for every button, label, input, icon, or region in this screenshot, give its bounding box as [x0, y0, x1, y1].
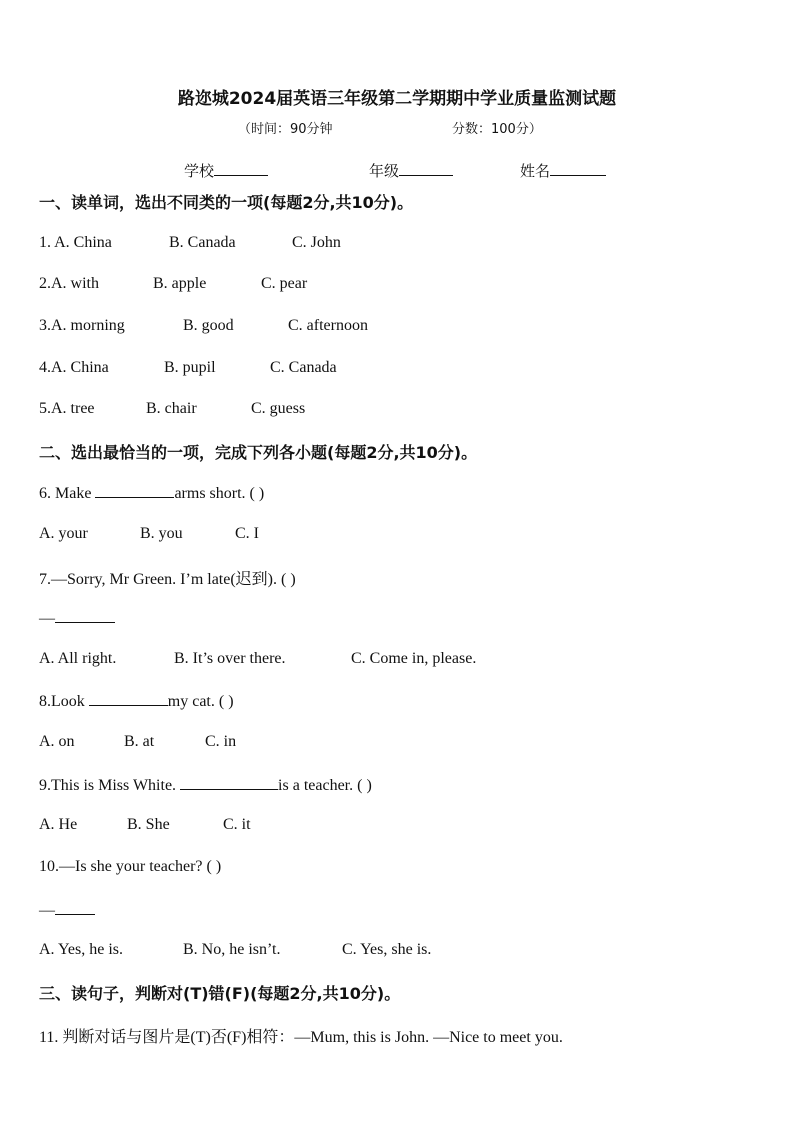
exam-title: 路迩城2024届英语三年级第二学期期中学业质量监测试题	[177, 89, 617, 109]
grade-field	[369, 160, 453, 181]
q1-option-b: B. Canada	[169, 234, 236, 251]
q10-option-c: C. Yes, she is.	[342, 941, 432, 958]
q5-option-c: C. guess	[251, 400, 306, 417]
q7-option-b: B. It’s over there.	[174, 650, 286, 667]
q7-reply	[39, 608, 115, 628]
q6-options	[39, 525, 259, 543]
section-2-heading: 二、选出最恰当的一项，完成下列各小题(每题2分,共10分)。	[39, 443, 478, 462]
question-4	[39, 359, 337, 377]
q3-option-c: C. afternoon	[288, 317, 368, 334]
q2-option-b: B. apple	[153, 275, 207, 292]
q5-option-a: 5.A. tree	[39, 400, 95, 417]
q3-option-a: 3.A. morning	[39, 317, 125, 334]
q7-option-a: A. All right.	[39, 650, 117, 667]
q8-stem-end: my cat. ( )	[167, 693, 234, 710]
q10-blank[interactable]	[55, 900, 95, 915]
q8-option-a: A. on	[39, 733, 75, 750]
q10-dash: —	[39, 902, 55, 919]
q6-blank[interactable]	[95, 483, 174, 498]
section-3-heading: 三、读句子，判断对(T)错(F)(每题2分,共10分)。	[39, 984, 401, 1003]
q6-stem-start: 6. Make	[39, 485, 96, 502]
school-field	[184, 160, 268, 181]
q9-option-b: B. She	[127, 816, 170, 833]
school-blank[interactable]	[214, 174, 268, 176]
question-3	[39, 317, 368, 335]
question-6	[39, 483, 264, 503]
grade-blank[interactable]	[399, 174, 453, 176]
section-1-heading: 一、读单词，选出不同类的一项(每题2分,共10分)。	[39, 193, 414, 212]
q8-option-b: B. at	[124, 733, 155, 750]
q7-options	[39, 650, 476, 668]
q2-option-c: C. pear	[261, 275, 308, 292]
q9-stem-start: 9.This is Miss White.	[39, 777, 181, 794]
name-blank[interactable]	[550, 174, 606, 176]
q10-reply	[39, 900, 95, 920]
question-8	[39, 691, 234, 711]
q10-option-b: B. No, he isn’t.	[183, 941, 281, 958]
name-label: 姓名	[520, 162, 551, 180]
question-10: 10.—Is she your teacher? ( )	[39, 858, 222, 875]
exam-score: 分数：100分）	[452, 122, 542, 137]
q7-dash: —	[39, 610, 55, 627]
q6-option-b: B. you	[140, 525, 183, 542]
q10-option-a: A. Yes, he is.	[39, 941, 124, 958]
question-1	[39, 234, 341, 252]
q8-option-c: C. in	[205, 733, 237, 750]
q9-blank[interactable]	[180, 775, 278, 790]
q10-options	[39, 941, 431, 959]
q1-option-a: 1. A. China	[39, 234, 112, 251]
q6-stem-end: arms short. ( )	[174, 485, 265, 502]
q8-blank[interactable]	[89, 691, 168, 706]
q8-options	[39, 733, 236, 751]
q4-option-a: 4.A. China	[39, 359, 109, 376]
exam-time: （时间：90分钟	[238, 122, 333, 137]
q9-options	[39, 816, 251, 834]
q9-stem-end: is a teacher. ( )	[278, 777, 372, 794]
q9-option-a: A. He	[39, 816, 78, 833]
q1-option-c: C. John	[292, 234, 341, 251]
school-label: 学校	[184, 162, 215, 180]
grade-label: 年级	[369, 162, 400, 180]
q8-stem-start: 8.Look	[39, 693, 89, 710]
q4-option-b: B. pupil	[164, 359, 216, 376]
q4-option-c: C. Canada	[270, 359, 337, 376]
q6-option-a: A. your	[39, 525, 88, 542]
q2-option-a: 2.A. with	[39, 275, 99, 292]
question-7: 7.—Sorry, Mr Green. I’m late(迟到). ( )	[39, 571, 296, 588]
name-field	[520, 160, 606, 181]
question-9	[39, 775, 372, 795]
q5-option-b: B. chair	[146, 400, 197, 417]
q3-option-b: B. good	[183, 317, 234, 334]
q7-option-c: C. Come in, please.	[351, 650, 477, 667]
q6-option-c: C. I	[235, 525, 259, 542]
question-5	[39, 400, 305, 418]
question-2	[39, 275, 307, 293]
question-11: 11. 判断对话与图片是(T)否(F)相符：—Mum, this is John. —Nice to meet you.	[39, 1029, 563, 1046]
q9-option-c: C. it	[223, 816, 251, 833]
q7-blank[interactable]	[55, 608, 115, 623]
